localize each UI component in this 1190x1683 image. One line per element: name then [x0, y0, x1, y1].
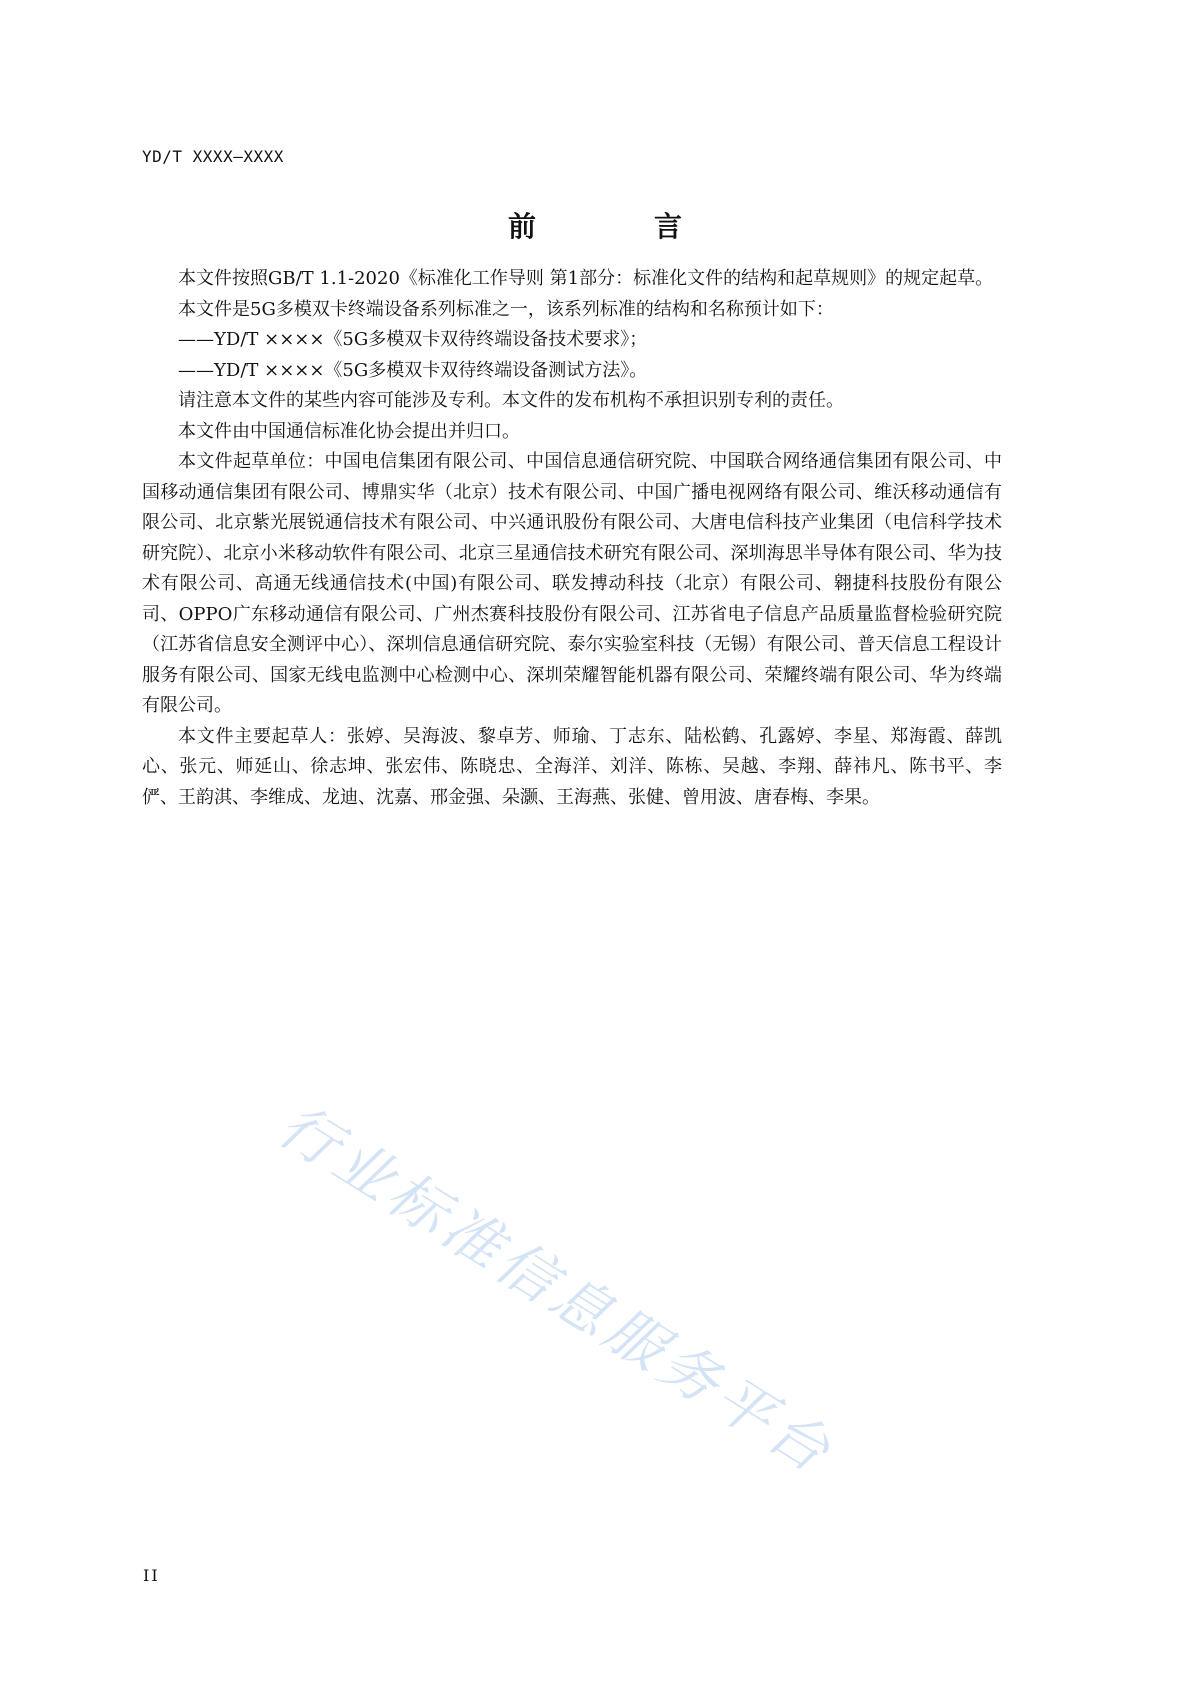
series-item-test-methods: ——YD/T ××××《5G多模双卡双待终端设备测试方法》。 — [178, 359, 648, 381]
page-number: II — [143, 1566, 160, 1585]
paragraph-drafting-units: 本文件起草单位：中国电信集团有限公司、中国信息通信研究院、中国联合网络通信集团有限公司、中国移动通信集团有限公司、博鼎实华（北京）技术有限公司、中国广播电视网络有限公司、维沃移动通信有限公司、北京紫光展锐通信技术有限公司、中兴通讯股份有限公司、大唐电信科技产业集团（电信科学技术研究院）、北京小米移动软件有限公司、北京三星通信技术研究有限公司、深圳海思半导体有限公司、华为技术有限公司、高通无线通信技术(中国)有限公司、联发搏动科技（北京）有限公司、翱捷科技股份有限公司、OPPO广东移动通信有限公司、广州杰赛科技股份有限公司、江苏省电子信息产品质量监督检验研究院（江苏省信息安全测评中心）、深圳信息通信研究院、泰尔实验室科技（无锡）有限公司、普天信息工程设计服务有限公司、国家无线电监测中心检测中心、深圳荣耀智能机器有限公司、荣耀终端有限公司、华为终端有限公司。 — [142, 451, 1002, 716]
paragraph-drafting-rules: 本文件按照GB/T 1.1-2020《标准化工作导则 第1部分：标准化文件的结构和起草规则》的规定起草。 — [178, 268, 994, 289]
paragraph-patent-notice: 请注意本文件的某些内容可能涉及专利。本文件的发布机构不承担识别专利的责任。 — [178, 390, 844, 411]
watermark: 行业标准信息服务平台 — [267, 1091, 846, 1488]
page-title: 前 言 — [507, 210, 727, 243]
paragraph-drafters: 本文件主要起草人：张婷、吴海波、黎卓芳、师瑜、丁志东、陆松鹤、孔露婷、李星、郑海霞、薛凯心、张元、师延山、徐志坤、张宏伟、陈晓忠、全海洋、刘洋、陈栋、吴越、李翔、薛祎凡、陈书平、李俨、王韵淇、李维成、龙迪、沈嘉、邢金强、朵灏、王海燕、张健、曾用波、唐春梅、李果。 — [142, 725, 1002, 808]
series-item-technical-requirements: ——YD/T ××××《5G多模双卡双待终端设备技术要求》； — [178, 329, 648, 350]
document-code: YD/T XXXX—XXXX — [142, 147, 284, 166]
paragraph-series-intro: 本文件是5G多模双卡终端设备系列标准之一，该系列标准的结构和名称预计如下： — [178, 298, 834, 320]
document-body — [142, 264, 1002, 813]
paragraph-proposer: 本文件由中国通信标准化协会提出并归口。 — [178, 420, 520, 442]
